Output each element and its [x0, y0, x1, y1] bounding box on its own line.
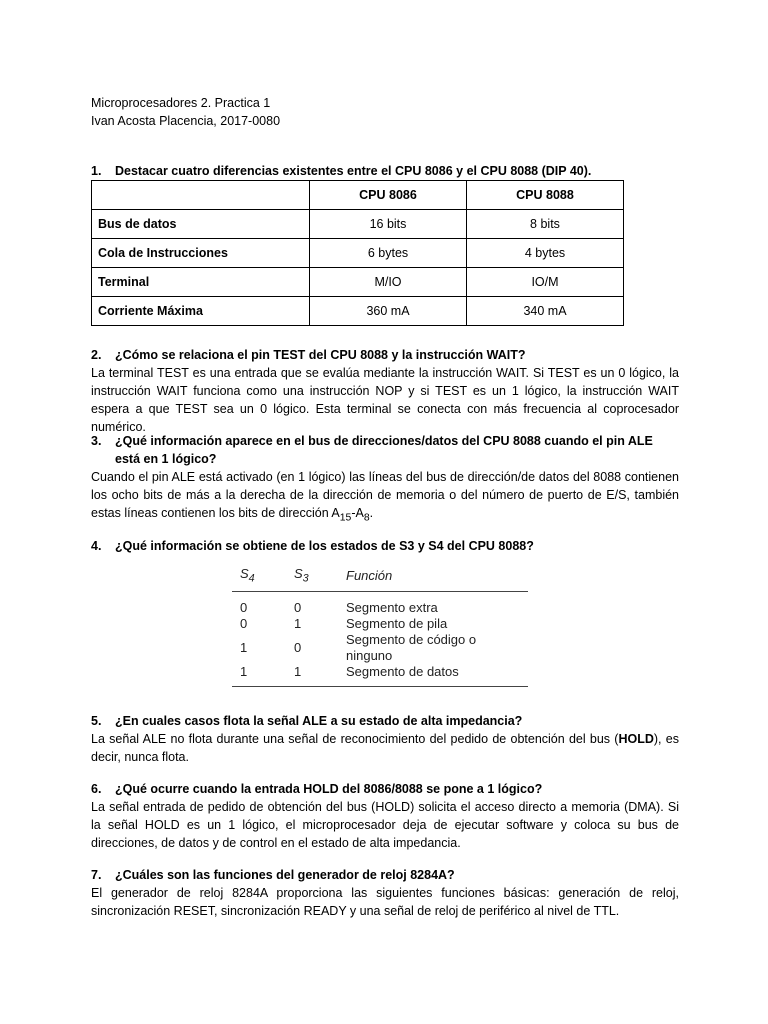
function-value: Segmento de pila	[346, 615, 448, 631]
question-text: Destacar cuatro diferencias existentes entre el CPU 8086 y el CPU 8088 (DIP 40).	[115, 164, 592, 178]
s3-value: 1	[294, 615, 302, 631]
question-number: 5.	[91, 714, 102, 728]
question-1	[91, 162, 679, 180]
question-number: 1.	[91, 164, 102, 178]
subscript-8: 8	[363, 512, 370, 524]
s3-value: 0	[294, 639, 302, 655]
answer-text: La terminal TEST es una entrada que se evalúa mediante la instrucción WAIT. Si TEST es un 0 lógico, la instrucción WAIT funciona como una instrucción NOP y si TEST es un 1 lógico, la instrucción WAIT espera a que TEST sea un 0 lógico. Esta terminal se conecta con más frecuencia al coprocesador numérico.	[91, 366, 679, 434]
table-header-empty	[92, 181, 310, 210]
question-7	[91, 866, 679, 920]
table-row	[232, 664, 528, 687]
table-row	[92, 210, 624, 239]
question-text: ¿Cómo se relaciona el pin TEST del CPU 8088 y la instrucción WAIT?	[115, 348, 526, 362]
question-text: ¿Qué información se obtiene de los estados de S3 y S4 del CPU 8088?	[115, 539, 534, 553]
document-header	[91, 94, 280, 130]
table-header-row	[232, 564, 528, 591]
cell-value: 360 mA	[310, 297, 467, 326]
cell-value: 340 mA	[467, 297, 624, 326]
function-value: Segmento de datos	[338, 664, 528, 687]
question-5-title	[91, 712, 679, 730]
cell-value: 4 bytes	[467, 239, 624, 268]
answer-text	[91, 468, 679, 528]
question-3	[91, 432, 679, 528]
question-2-title	[91, 346, 679, 364]
question-number: 6.	[91, 782, 102, 796]
question-text: ¿En cuales casos flota la señal ALE a su estado de alta impedancia?	[115, 714, 523, 728]
question-6-title	[91, 780, 679, 798]
row-label: Bus de datos	[92, 210, 310, 239]
cell-value: 16 bits	[310, 210, 467, 239]
course-title: Microprocesadores 2. Practica 1	[91, 96, 271, 110]
s4-value: 1	[240, 639, 248, 655]
question-1-title	[91, 162, 679, 180]
s3-value: 1	[286, 664, 338, 687]
table-row	[232, 616, 528, 632]
question-4-title	[91, 537, 679, 555]
answer-part-a: La señal ALE no flota durante una señal de reconocimiento del pedido de obtención del bus (	[91, 732, 619, 746]
header-s4: $S_4$	[232, 564, 286, 591]
question-4	[91, 537, 679, 555]
question-6	[91, 780, 679, 852]
row-label: Terminal	[92, 268, 310, 297]
answer-text: La señal entrada de pedido de obtención del bus (HOLD) solicita el acceso directo a memoria (DMA). Si la señal HOLD es un 1 lógico, el microprocesador deja de ejecutar software y coloca su bus de direcciones, de datos y de control en el estado de alta impedancia.	[91, 800, 679, 850]
address-dash: -A	[351, 506, 364, 520]
cell-value: M/IO	[310, 268, 467, 297]
header-funcion: Función	[338, 564, 528, 591]
answer-end: .	[369, 506, 374, 520]
hold-label: HOLD	[618, 732, 654, 746]
question-text: ¿Cuáles son las funciones del generador de reloj 8284A?	[115, 868, 455, 882]
header-s3: $S_3$	[286, 564, 338, 591]
question-number: 2.	[91, 348, 102, 362]
table-row	[92, 268, 624, 297]
function-value: Segmento extra	[346, 599, 438, 615]
student-name: Ivan Acosta Placencia, 2017-0080	[91, 114, 281, 128]
table-header-8086: CPU 8086	[310, 181, 467, 210]
table-row	[92, 297, 624, 326]
answer-text	[91, 730, 679, 766]
answer-main: Cuando el pin ALE está activado (en 1 lógico) las líneas del bus de dirección/de datos del 8088 contienen los ocho bits de más a la derecha de la dirección de memoria o del número de puerto de E/S, también estas líneas contienen los bits de dirección A	[91, 470, 679, 520]
cell-value: 6 bytes	[310, 239, 467, 268]
table-row	[232, 632, 528, 664]
question-number: 4.	[91, 539, 102, 553]
question-number: 7.	[91, 868, 102, 882]
function-value: Segmento de código o ninguno	[346, 631, 477, 663]
question-text: ¿Qué ocurre cuando la entrada HOLD del 8086/8088 se pone a 1 lógico?	[115, 782, 543, 796]
s4-value: 0	[240, 599, 248, 615]
subscript-15: 15	[339, 512, 352, 524]
s3-value: 0	[294, 599, 302, 615]
table-row	[232, 591, 528, 616]
cell-value: 8 bits	[467, 210, 624, 239]
status-states-table	[232, 564, 528, 687]
table-header-8088: CPU 8088	[467, 181, 624, 210]
table-row	[92, 239, 624, 268]
question-text: ¿Qué información aparece en el bus de direcciones/datos del CPU 8088 cuando el pin ALE está en 1 lógico?	[115, 434, 653, 466]
row-label: Cola de Instrucciones	[92, 239, 310, 268]
question-number: 3.	[91, 434, 102, 448]
answer-text: El generador de reloj 8284A proporciona las siguientes funciones básicas: generación de reloj, sincronización RESET, sincronización READY y una señal de reloj de periférico al nivel de TTL.	[91, 886, 679, 918]
question-3-title	[91, 432, 679, 468]
s4-value: 0	[240, 615, 248, 631]
row-label: Corriente Máxima	[92, 297, 310, 326]
cell-value: IO/M	[467, 268, 624, 297]
answer-part-b: ), es decir, nunca flota.	[91, 732, 679, 764]
question-7-title	[91, 866, 679, 884]
table-header-row	[92, 181, 624, 210]
question-2	[91, 346, 679, 436]
s4-value: 1	[232, 664, 286, 687]
cpu-comparison-table	[91, 180, 624, 326]
question-5	[91, 712, 679, 766]
